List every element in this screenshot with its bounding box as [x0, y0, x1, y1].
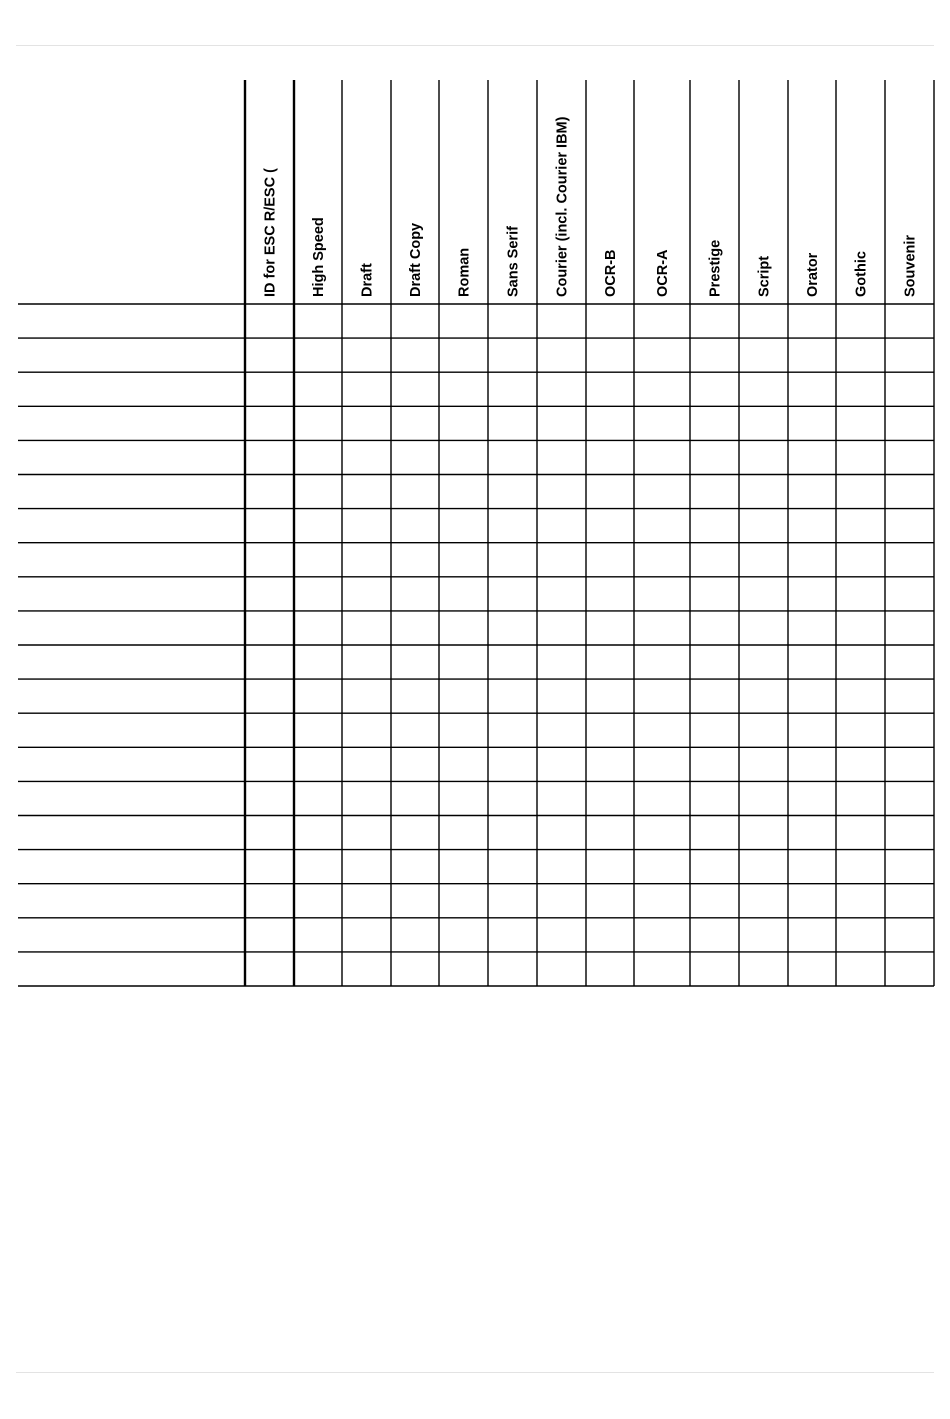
- table-row: [18, 713, 934, 747]
- column-header: Courier (incl. Courier IBM): [554, 116, 571, 297]
- column-header: Script: [756, 255, 773, 297]
- column-header: Roman: [456, 247, 473, 297]
- table-row: [18, 781, 934, 815]
- table-row: [18, 679, 934, 713]
- table-row: [18, 304, 934, 338]
- table-row: [18, 645, 934, 679]
- table-row: [18, 338, 934, 372]
- column-header: High Speed: [311, 217, 327, 297]
- table-row: [18, 747, 934, 781]
- table-row: [18, 918, 934, 952]
- table-row: [18, 816, 934, 850]
- table-row: [18, 543, 934, 577]
- column-header: Draft: [359, 263, 376, 297]
- table-row: [18, 884, 934, 918]
- table-row: [18, 509, 934, 543]
- table-row: [18, 440, 934, 474]
- column-header: Gothic: [853, 251, 870, 297]
- table-row: [18, 475, 934, 509]
- column-header: ID for ESC R/ESC (: [262, 168, 279, 297]
- column-header: Orator: [805, 252, 821, 297]
- table-row: [18, 611, 934, 645]
- table-row: [18, 372, 934, 406]
- table-row: [18, 577, 934, 611]
- column-header: Souvenir: [902, 234, 919, 297]
- table-row: [18, 850, 934, 884]
- column-header: OCR-B: [603, 249, 619, 297]
- table-row: [18, 406, 934, 440]
- table-row: [18, 952, 934, 986]
- column-header: OCR-A: [655, 249, 671, 297]
- column-header: Prestige: [707, 239, 724, 297]
- column-header: Sans Serif: [505, 226, 522, 297]
- column-header: Draft Copy: [408, 222, 424, 297]
